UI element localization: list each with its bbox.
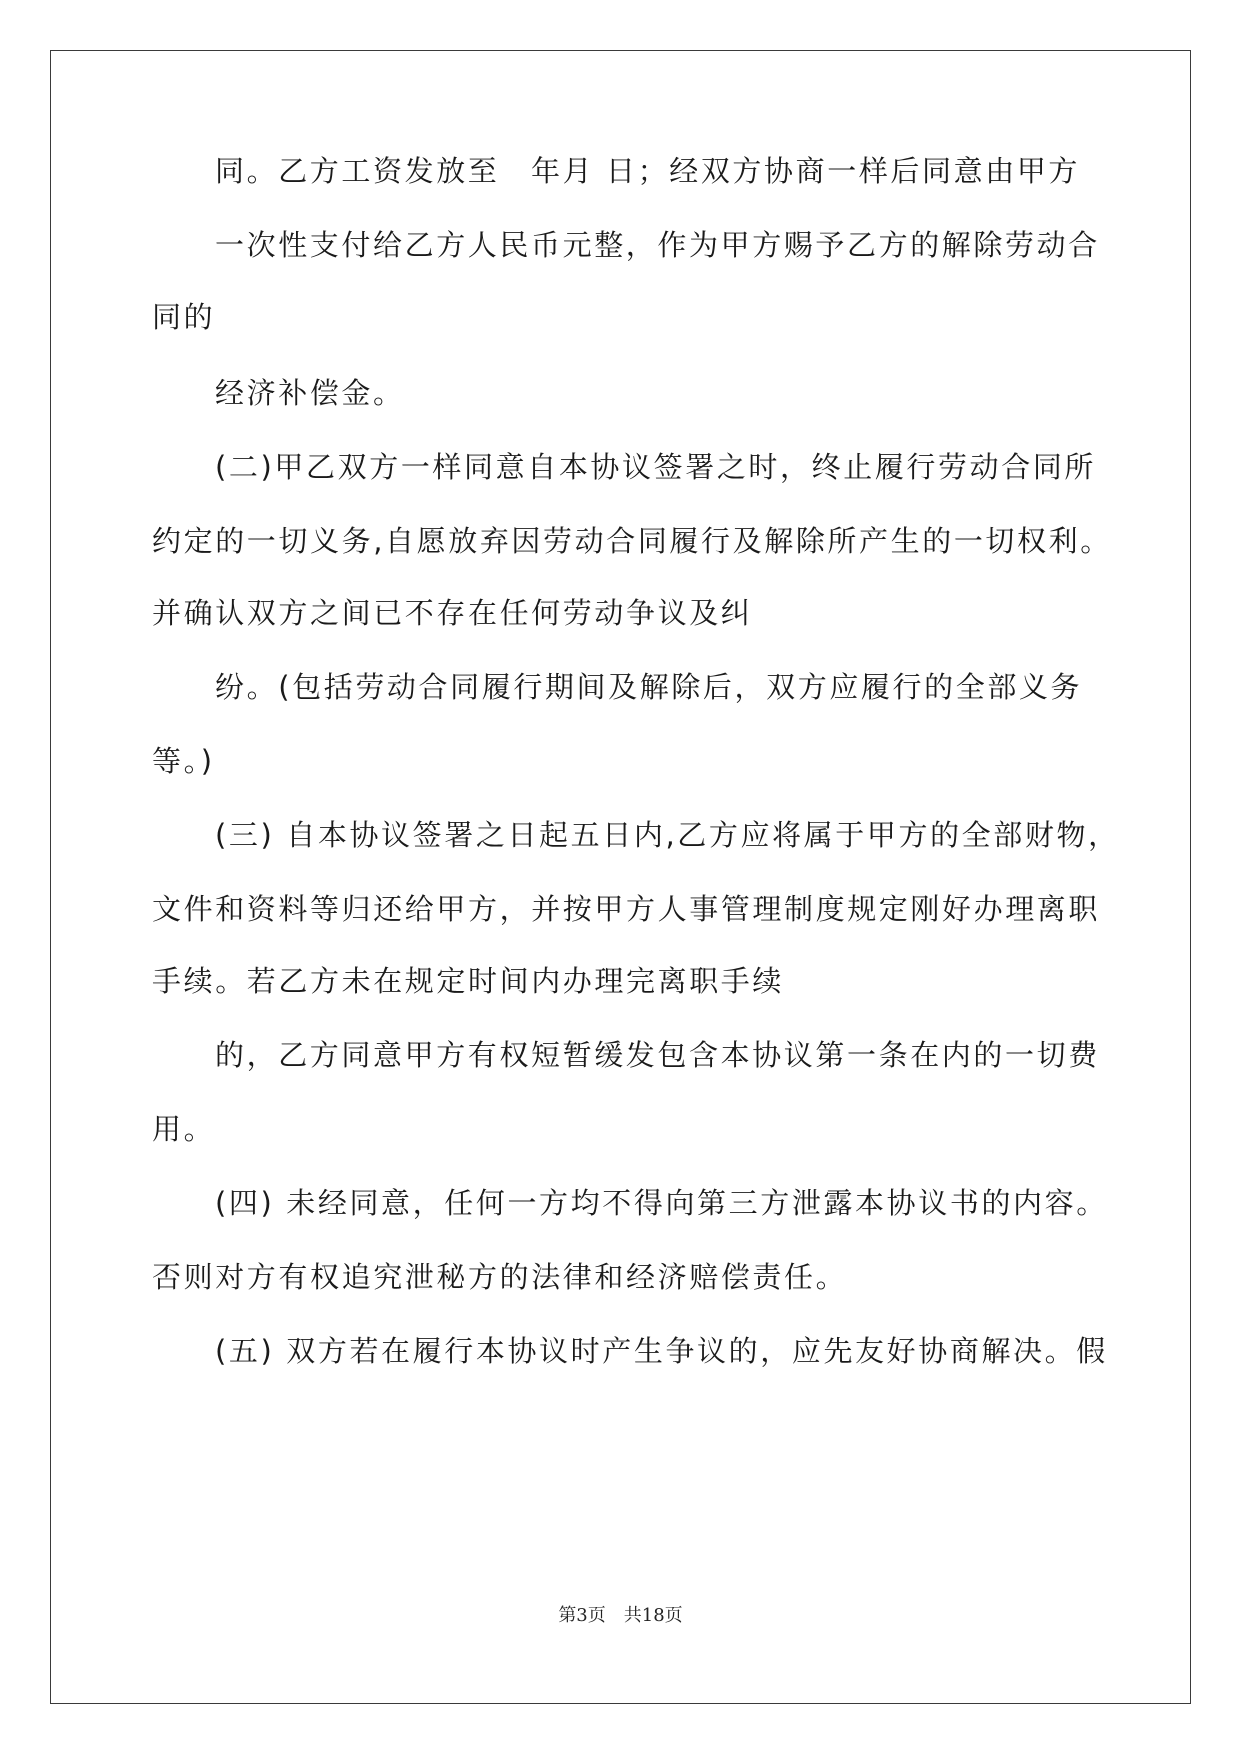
page-number-label: 第3页 共18页 — [558, 1605, 683, 1626]
text-line: 一次性支付给乙方人民币元整，作为甲方赐予乙方的解除劳动合 — [215, 228, 1100, 262]
text-line: 同。乙方工资发放至 年月 日；经双方协商一样后同意由甲方 — [215, 154, 1081, 188]
text-line: 约定的一切义务,自愿放弃因劳动合同履行及解除所产生的一切权利。 — [152, 524, 1112, 558]
text-line: 手续。若乙方未在规定时间内办理完离职手续 — [152, 964, 785, 998]
text-line: 并确认双方之间已不存在任何劳动争议及纠 — [152, 596, 753, 630]
text-line: (三) 自本协议签署之日起五日内,乙方应将属于甲方的全部财物， — [215, 818, 1120, 852]
text-line: 经济补偿金。 — [215, 376, 405, 410]
text-line: 文件和资料等归还给甲方，并按甲方人事管理制度规定刚好办理离职 — [152, 892, 1101, 926]
text-line: 等。) — [152, 744, 215, 778]
page-number-footer — [0, 1604, 1241, 1628]
text-line: 用。 — [152, 1112, 216, 1146]
text-line: (五) 双方若在履行本协议时产生争议的，应先友好协商解决。假 — [215, 1334, 1108, 1368]
text-line: 否则对方有权追究泄秘方的法律和经济赔偿责任。 — [152, 1260, 848, 1294]
text-line: 同的 — [152, 300, 216, 334]
text-line: 的，乙方同意甲方有权短暂缓发包含本协议第一条在内的一切费 — [215, 1038, 1100, 1072]
text-line: 纷。(包括劳动合同履行期间及解除后，双方应履行的全部义务 — [215, 670, 1083, 704]
text-line: (四) 未经同意，任何一方均不得向第三方泄露本协议书的内容。 — [215, 1186, 1108, 1220]
text-line: (二)甲乙双方一样同意自本协议签署之时，终止履行劳动合同所 — [215, 450, 1097, 484]
